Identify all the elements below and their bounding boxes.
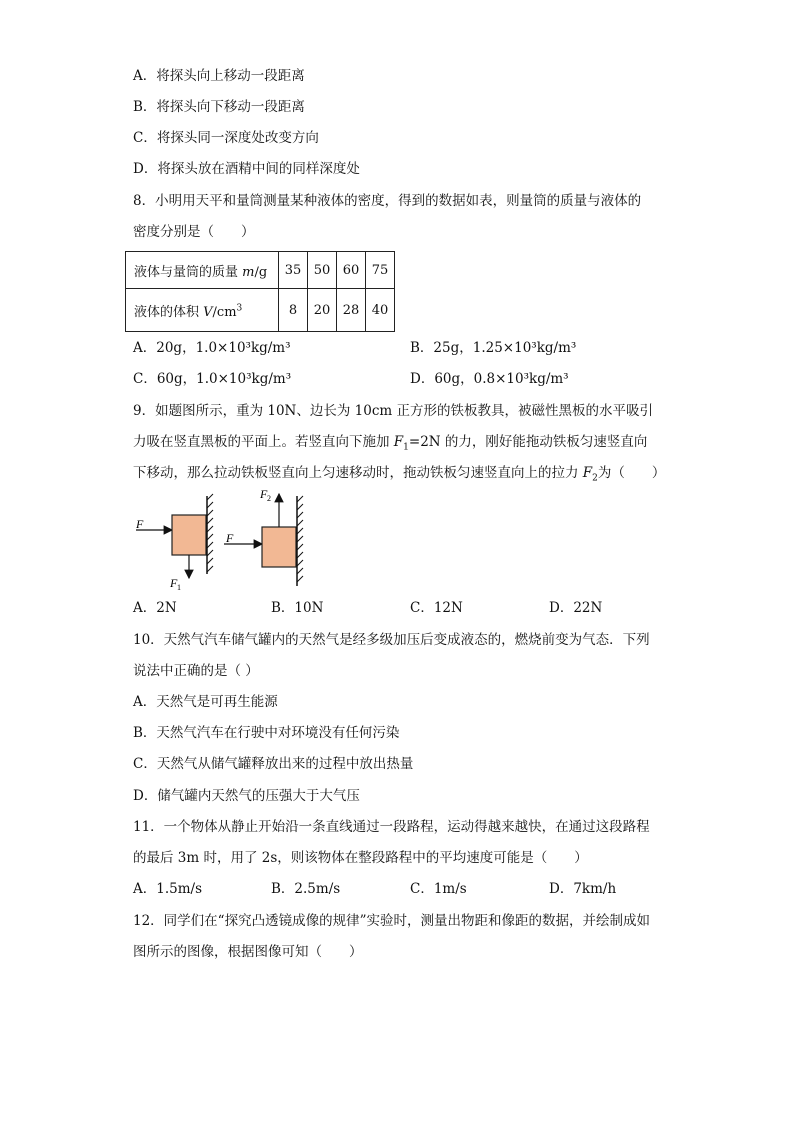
q11-stem-line2: 的最后 3m 时，用了 2s，则该物体在整段路程中的平均速度可能是（ ） [133,850,588,866]
q11-option-b: B．2.5m/s [271,881,341,897]
q7-option-b: B．将探头向下移动一段距离 [133,99,305,115]
table-row-label-mass: 液体与量筒的质量 m/g [126,252,279,289]
table-cell: 35 [279,252,308,289]
q8-option-d: D．60g，0.8×10³kg/m³ [410,371,569,387]
q9-option-c: C．12N [410,600,463,616]
f-left-label: F [136,517,144,531]
q9-option-a: A．2N [133,600,177,616]
q10-option-b: B．天然气汽车在行驶中对环境没有任何污染 [133,725,400,741]
table-cell: 40 [366,289,395,332]
f-right-label: F [226,531,234,545]
q9-force-diagram [130,486,320,596]
q10-stem-line2: 说法中正确的是（ ） [133,663,259,679]
q7-option-c: C．将探头同一深度处改变方向 [133,130,319,146]
q11-option-c: C．1m/s [410,881,467,897]
iron-plate-block [172,515,206,555]
q7-option-a: A．将探头向上移动一段距离 [133,68,305,84]
q10-option-a: A．天然气是可再生能源 [133,694,278,710]
wall-hatching-right [297,496,303,582]
q9-stem-line3: 下移动，那么拉动铁板竖直向上匀速移动时，拖动铁板匀速竖直向上的拉力 $F_2$为（ ） [133,465,666,484]
q12-stem-line2: 图所示的图像，根据图像可知（ ） [133,944,363,960]
table-cell: 20 [308,289,337,332]
table-cell: 75 [366,252,395,289]
q9-right-setup [224,487,303,586]
wall-hatching [207,494,213,572]
q8-data-table [125,251,395,332]
table-cell: 8 [279,289,308,332]
q9-option-d: D．22N [549,600,603,616]
q8-stem-line2: 密度分别是（ ） [133,224,255,240]
table-row [126,252,395,289]
q11-stem-line1: 11．一个物体从静止开始沿一条直线通过一段路程，运动得越来越快，在通过这段路程 [133,819,650,835]
q12-stem-line1: 12．同学们在“探究凸透镜成像的规律”实验时，测量出物距和像距的数据，并绘制成如 [133,913,650,929]
table-cell: 28 [337,289,366,332]
q11-option-d: D．7km/h [549,881,617,897]
q8-stem-line1: 8．小明用天平和量筒测量某种液体的密度，得到的数据如表，则量筒的质量与液体的 [133,193,642,209]
table-row-label-volume: 液体的体积 $V/cm^3$ [126,289,279,332]
table-row [126,289,395,332]
q8-option-b: B．25g，1.25×10³kg/m³ [410,340,577,356]
q10-option-c: C．天然气从储气罐释放出来的过程中放出热量 [133,756,414,772]
q9-stem-line2: 力吸在竖直黑板的平面上。若竖直向下施加 $F_1=2N$ 的力，刚好能拖动铁板匀速竖直向 [133,434,648,453]
f1-label: F [170,576,178,590]
f1-subscript: 1 [177,583,181,592]
table-cell: 50 [308,252,337,289]
f2-subscript: 2 [267,494,271,503]
q10-option-d: D．储气罐内天然气的压强大于大气压 [133,788,360,804]
q9-left-setup [135,494,213,592]
q10-stem-line1: 10．天然气汽车储气罐内的天然气是经多级加压后变成液态的，燃烧前变为气态．下列 [133,632,650,648]
q9-stem-line1: 9．如题图所示，重为 10N、边长为 10cm 正方形的铁板教具，被磁性黑板的水平吸引 [133,403,653,419]
f2-label: F [260,487,268,501]
q11-option-a: A．1.5m/s [133,881,202,897]
iron-plate-block-right [262,527,296,567]
table-cell: 60 [337,252,366,289]
q7-option-d: D．将探头放在酒精中间的同样深度处 [133,161,360,177]
q8-option-a: A．20g，1.0×10³kg/m³ [133,340,291,356]
q9-option-b: B．10N [271,600,324,616]
q8-option-c: C．60g，1.0×10³kg/m³ [133,371,292,387]
